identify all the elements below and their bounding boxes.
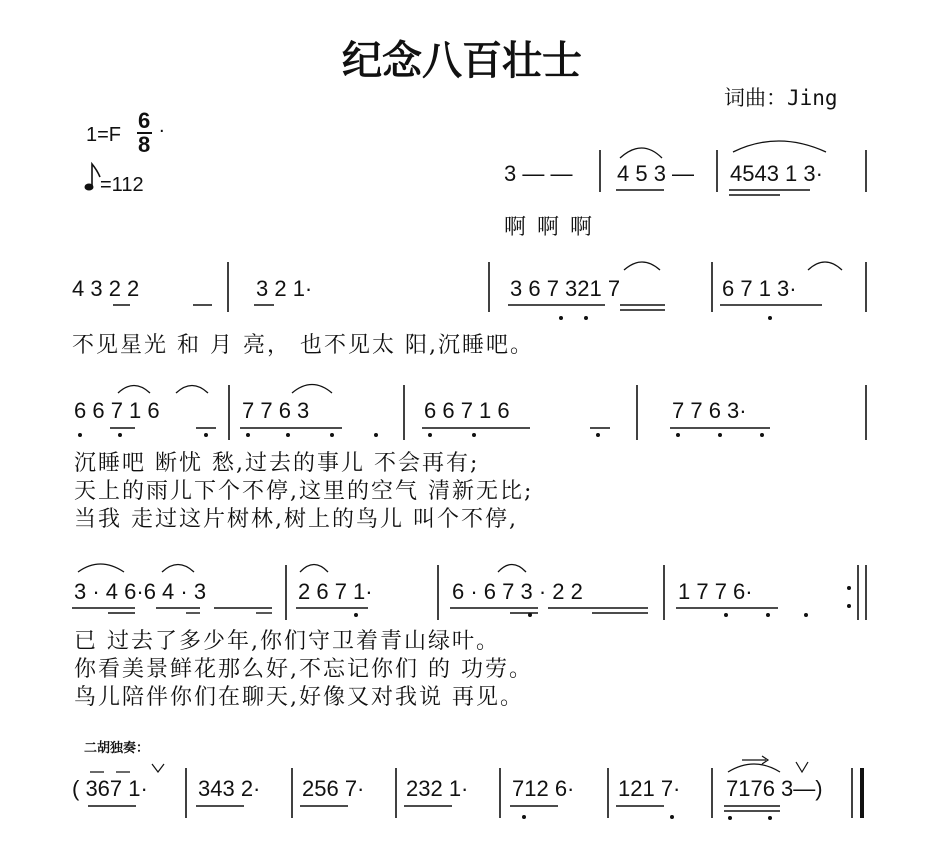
- key-signature: [86, 108, 165, 157]
- time-signature-bottom: 8: [138, 132, 151, 157]
- time-signature-top: 6: [138, 108, 151, 133]
- notes-line2-m1: 4 3 2 2: [72, 276, 140, 301]
- notes-line1-m2: 4 5 3 —: [617, 161, 695, 186]
- notes-line4-m4: 1 7 7 6·: [678, 579, 753, 604]
- solo-label: 二胡独奏：: [84, 741, 150, 756]
- staff-line-1: [504, 141, 866, 240]
- solo-notes-3: 256 7·: [302, 776, 365, 801]
- lyrics-line4-verse2: 你看美景鲜花那么好,不忘记你们 的 功劳。: [74, 657, 533, 682]
- notes-line4-m2: 2 6 7 1·: [298, 579, 373, 604]
- lyrics-line3-verse2: 天上的雨儿下个不停,这里的空气 清新无比;: [74, 479, 534, 504]
- composer-credit: 词曲：Jing: [724, 86, 838, 110]
- notes-line1-m1: 3 — —: [504, 161, 573, 186]
- notes-line2-m2: 3 2 1·: [256, 276, 313, 301]
- lyrics-line4-verse1: 已 过去了多少年,你们守卫着青山绿叶。: [74, 629, 500, 654]
- solo-notes-6: 121 7·: [618, 776, 681, 801]
- notes-line2-m3: 3 6 7 321 7: [510, 276, 621, 301]
- lyrics-line2: 不见星光 和 月 亮， 也不见太 阳,沉睡吧。: [72, 333, 534, 358]
- notes-line3-m2: 7 7 6 3: [242, 398, 310, 423]
- staff-line-4: [72, 564, 866, 710]
- lyrics-line4-verse3: 鸟儿陪伴你们在聊天,好像又对我说 再见。: [74, 685, 524, 710]
- solo-notes-5: 712 6·: [512, 776, 575, 801]
- tempo-marking: [85, 164, 144, 196]
- staff-line-2: [72, 262, 866, 358]
- song-title: 纪念八百壮士: [342, 38, 582, 84]
- svg-text:.: .: [159, 115, 165, 137]
- solo-notes-7: 7176 3—): [726, 776, 823, 801]
- notes-line2-m4: 6 7 1 3·: [722, 276, 797, 301]
- eighth-note-icon: [92, 164, 100, 186]
- notes-line3-m3: 6 6 7 1 6: [424, 398, 510, 423]
- solo-notes-2: 343 2·: [198, 776, 261, 801]
- notes-line3-m1: 6 6 7 1 6: [74, 398, 160, 423]
- key-label: 1=F: [86, 124, 122, 146]
- solo-notes-1: ( 367 1·: [72, 776, 148, 801]
- notes-line1-m3: 4543 1 3·: [730, 161, 823, 186]
- notes-line4-m1: 3 · 4 6·6 4 · 3: [74, 579, 207, 604]
- lyrics-line3-verse1: 沉睡吧 断忧 愁,过去的事儿 不会再有;: [74, 451, 480, 476]
- notes-line3-m4: 7 7 6 3·: [672, 398, 747, 423]
- erhu-solo-section: [72, 740, 862, 820]
- lyrics-line3-verse3: 当我 走过这片树林,树上的鸟儿 叫个不停,: [74, 507, 518, 532]
- solo-notes-4: 232 1·: [406, 776, 469, 801]
- tempo-label: =112: [100, 174, 144, 196]
- notes-line4-m3: 6 · 6 7 3 · 2 2: [452, 579, 583, 604]
- lyrics-line1: 啊 啊 啊: [504, 215, 594, 240]
- staff-line-3: [74, 385, 866, 533]
